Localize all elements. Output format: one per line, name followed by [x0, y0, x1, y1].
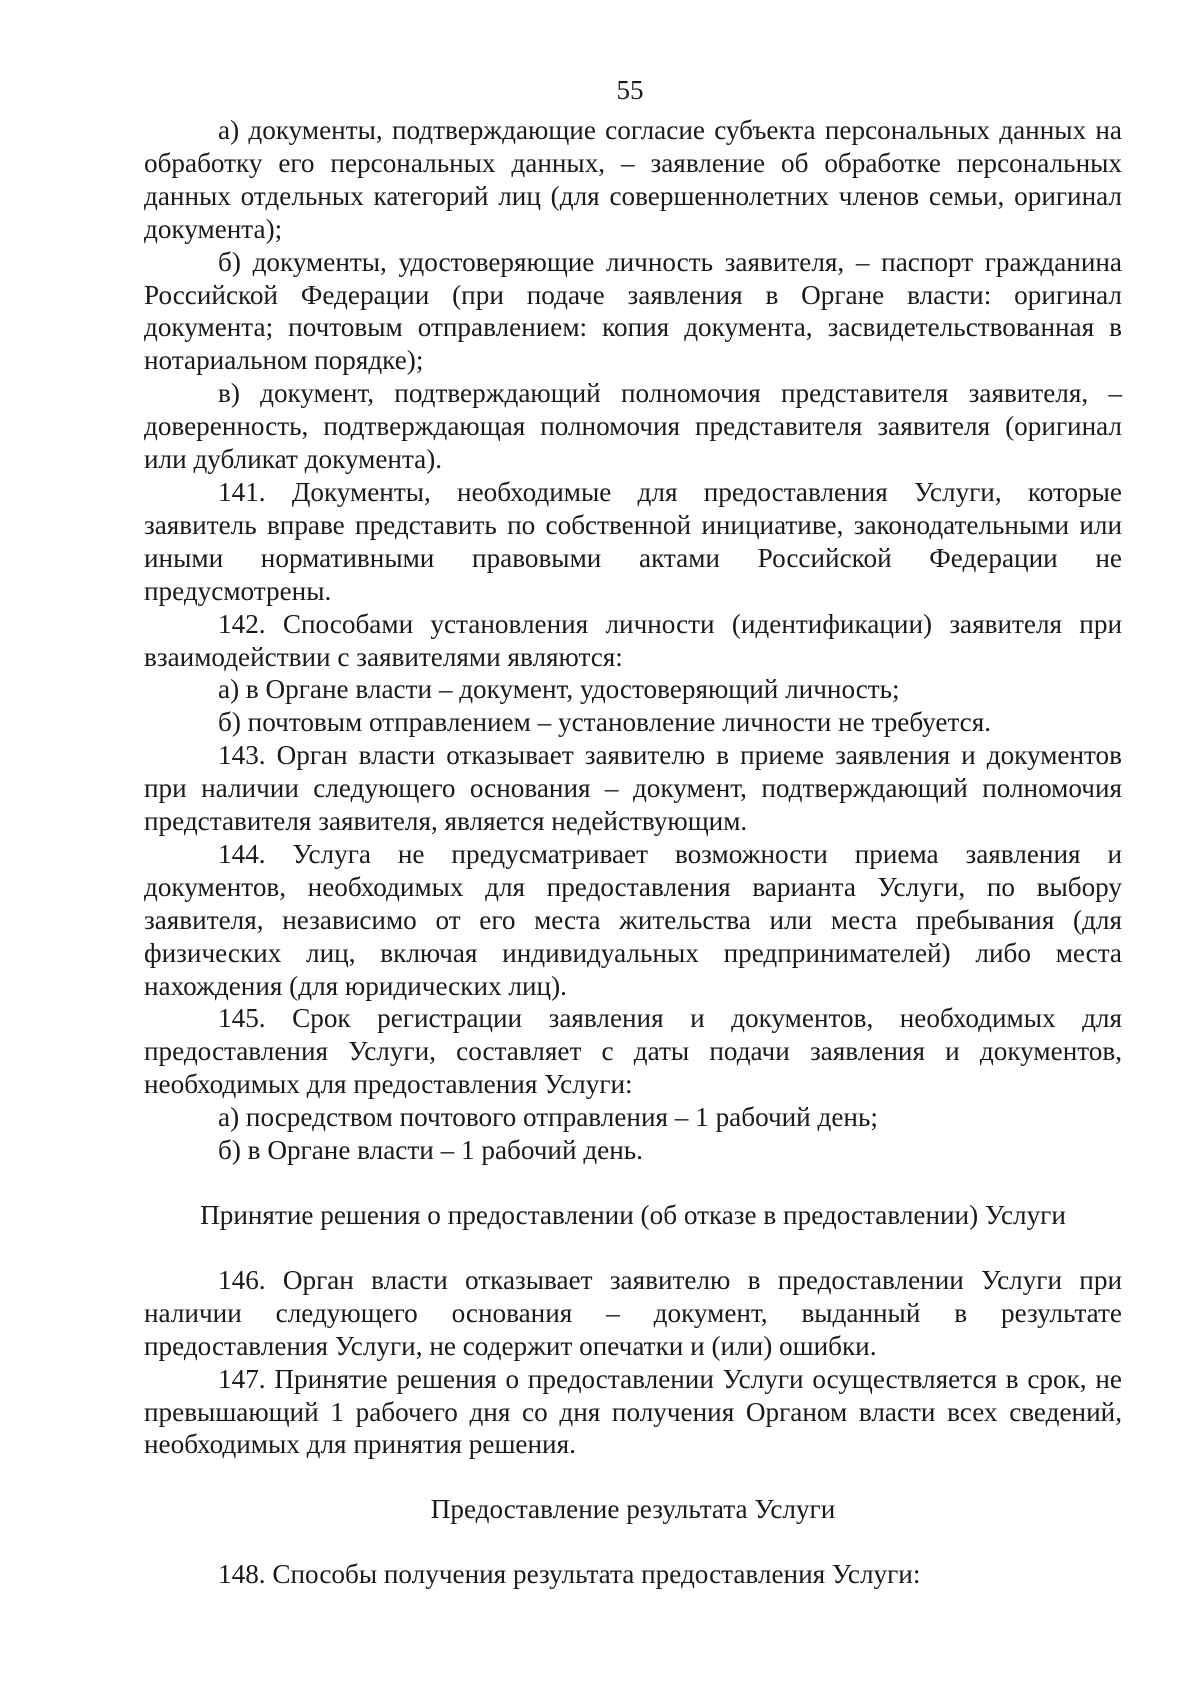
paragraph-item-a-consent: а) документы, подтверждающие согласие субъекта персональных данных на обработку его персональных данных, – заявление об обработке персональных данных отдельных категорий лиц (для совершеннолетних членов семьи, оригинал документа); — [144, 115, 1122, 244]
section-heading-result: Предоставление результата Услуги — [430, 1494, 836, 1525]
paragraph-142: 142. Способами установления личности (идентификации) заявителя при взаимодействии с заявителями являются: — [144, 608, 1122, 672]
paragraph-147: 147. Принятие решения о предоставлении Услуги осуществляется в срок, не превышающий 1 рабочего дня со дня получения Органом власти всех сведений, необходимых для принятия решения. — [144, 1363, 1122, 1460]
paragraph-142-item-a: а) в Органе власти – документ, удостоверяющий личность; — [218, 674, 900, 705]
page-number: 55 — [616, 75, 644, 105]
section-heading-decision: Принятие решения о предоставлении (об отказе в предоставлении) Услуги — [200, 1200, 1066, 1230]
paragraph-143: 143. Орган власти отказывает заявителю в приеме заявления и документов при наличии следующего основания – документ, подтверждающий полномочия представителя заявителя, является недействующим. — [144, 740, 1122, 837]
paragraph-item-v-authority: в) документ, подтверждающий полномочия представителя заявителя, – доверенность, подтверждающая полномочия представителя заявителя (оригинал или дубликат документа). — [144, 378, 1122, 475]
paragraph-145-item-a: а) посредством почтового отправления – 1 рабочий день; — [218, 1102, 878, 1133]
paragraph-144: 144. Услуга не предусматривает возможности приема заявления и документов, необходимых для предоставления варианта Услуги, по выбору заявителя, независимо от его места жительства или места пребывания (для физических лиц, включая индивидуальных предпринимателей) либо места нахождения (для юридических лиц). — [144, 838, 1122, 1001]
document-body — [144, 114, 1122, 1591]
paragraph-145-item-b: б) в Органе власти – 1 рабочий день. — [218, 1135, 643, 1166]
paragraph-141: 141. Документы, необходимые для предоставления Услуги, которые заявитель вправе представить по собственной инициативе, законодательными или иными нормативными правовыми актами Российской Федерации не предусмотрены. — [144, 476, 1122, 606]
paragraph-146: 146. Орган власти отказывает заявителю в предоставлении Услуги при наличии следующего основания – документ, выданный в результате предоставления Услуги, не содержит опечатки и (или) ошибки. — [144, 1264, 1122, 1361]
paragraph-142-item-b: б) почтовым отправлением – установление личности не требуется. — [218, 707, 992, 738]
paragraph-148: 148. Способы получения результата предоставления Услуги: — [218, 1559, 921, 1590]
paragraph-145: 145. Срок регистрации заявления и документов, необходимых для предоставления Услуги, составляет с даты подачи заявления и документов, необходимых для предоставления Услуги: — [144, 1003, 1122, 1100]
paragraph-item-b-identity: б) документы, удостоверяющие личность заявителя, – паспорт гражданина Российской Федерации (при подаче заявления в Органе власти: оригинал документа; почтовым отправлением: копия документа, засвидетельствованная в нотариальном порядке); — [144, 246, 1122, 376]
